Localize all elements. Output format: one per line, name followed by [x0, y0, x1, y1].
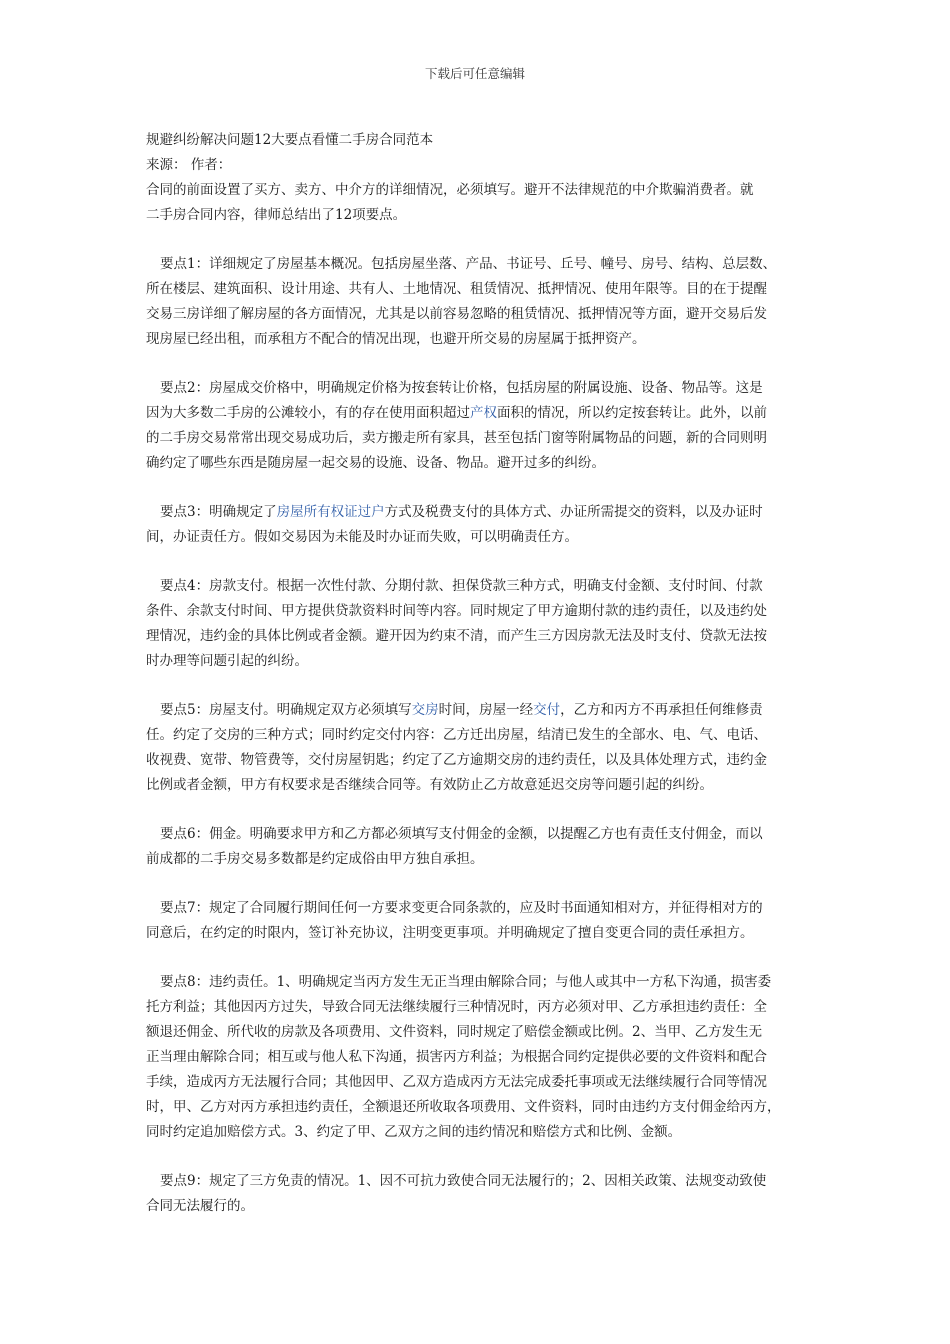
paragraph-line: [146, 1120, 814, 1145]
paragraph-line: [146, 426, 814, 451]
text-segment: 额退还佣金、所代收的房款及各项费用、文件资料，同时规定了赔偿金额或比例。2、当甲、乙方发生无: [146, 1024, 763, 1040]
text-segment: 同意后，在约定的时限内，签订补充协议，注明变更事项。并明确规定了擅自变更合同的责任承担方。: [146, 925, 754, 941]
key-point-paragraph: [146, 500, 814, 550]
text-segment: 理情况，违约金的具体比例或者金额。避开因为约束不清，而产生三方因房款无法及时支付、贷款无法按: [146, 628, 767, 644]
text-segment: 间，办证责任方。假如交易因为未能及时办证而失败，可以明确责任方。: [146, 529, 578, 545]
inline-link[interactable]: 交付: [533, 702, 561, 718]
text-segment: 时间，房屋一经: [438, 702, 534, 718]
inline-link[interactable]: 交房: [411, 702, 439, 718]
text-segment: 任。约定了交房的三种方式；同时约定交付内容：乙方迁出房屋，结清已发生的全部水、电、气、电话、: [146, 727, 767, 743]
paragraph-line: [146, 1169, 814, 1194]
intro-paragraph: [146, 178, 814, 228]
paragraph-line: [146, 525, 814, 550]
text-segment: 现房屋已经出租，而承租方不配合的情况出现，也避开所交易的房屋属于抵押资产。: [146, 331, 646, 347]
paragraph-line: [146, 995, 814, 1020]
text-segment: 前成都的二手房交易多数都是约定成俗由甲方独自承担。: [146, 851, 484, 867]
text-segment: 要点5：房屋支付。明确规定双方必须填写: [160, 702, 412, 718]
paragraph-line: [146, 921, 814, 946]
text-segment: 时，甲、乙方对丙方承担违约责任，全额退还所收取各项费用、文件资料，同时由违约方支付佣金给丙方，: [146, 1099, 781, 1115]
text-segment: 要点9：规定了三方免责的情况。1、因不可抗力致使合同无法履行的；2、因相关政策、法规变动致使: [160, 1173, 767, 1189]
text-segment: 条件、余款支付时间、甲方提供贷款资料时间等内容。同时规定了甲方逾期付款的违约责任，以及违约处: [146, 603, 767, 619]
paragraph-line: [146, 1194, 814, 1219]
key-point-paragraph: [146, 376, 814, 476]
text-segment: 比例或者金额，甲方有权要求是否继续合同等。有效防止乙方故意延迟交房等问题引起的纠纷。: [146, 777, 713, 793]
text-segment: 面积的情况，所以约定按套转让。此外，以前: [497, 405, 767, 421]
text-segment: 确约定了哪些东西是随房屋一起交易的设施、设备、物品。避开过多的纠纷。: [146, 455, 605, 471]
paragraph-line: [146, 970, 814, 995]
paragraph-line: [146, 1045, 814, 1070]
text-segment: 手续，造成丙方无法履行合同；其他因甲、乙双方造成丙方无法完成委托事项或无法继续履行合同等情况: [146, 1074, 767, 1090]
key-point-paragraph: [146, 574, 814, 674]
intro-line: 合同的前面设置了买方、卖方、中介方的详细情况，必须填写。避开不法律规范的中介欺骗消费者。就: [146, 182, 754, 198]
text-segment: 要点2：房屋成交价格中，明确规定价格为按套转让价格，包括房屋的附属设施、设备、物品等。这是: [160, 380, 763, 396]
document-body: [146, 128, 814, 1243]
paragraph-line: [146, 1070, 814, 1095]
text-segment: 要点7：规定了合同履行期间任何一方要求变更合同条款的，应及时书面通知相对方，并征得相对方的: [160, 900, 763, 916]
paragraph-line: [146, 376, 814, 401]
inline-link[interactable]: 产权: [470, 405, 497, 421]
text-segment: 要点8：违约责任。1、明确规定当丙方发生无正当理由解除合同；与他人或其中一方私下沟通，损害委: [160, 974, 772, 990]
inline-link[interactable]: 过户: [357, 504, 385, 520]
text-segment: 所在楼层、建筑面积、设计用途、共有人、土地情况、租赁情况、抵押情况、使用年限等。目的在于提醒: [146, 281, 767, 297]
paragraph-line: [146, 773, 814, 798]
text-segment: 同时约定追加赔偿方式。3、约定了甲、乙双方之间的违约情况和赔偿方式和比例、金额。: [146, 1124, 682, 1140]
key-point-paragraph: [146, 970, 814, 1145]
paragraph-line: [146, 1095, 814, 1120]
paragraph-line: [146, 252, 814, 277]
text-segment: 因为大多数二手房的公滩较小，有的存在使用面积超过: [146, 405, 470, 421]
text-segment: 交易三房详细了解房屋的各方面情况，尤其是以前容易忽略的租赁情况、抵押情况等方面，避开交易后发: [146, 306, 767, 322]
text-segment: ，乙方和丙方不再承担任何维修责: [560, 702, 763, 718]
inline-link[interactable]: 房屋所有权证: [276, 504, 358, 520]
key-point-paragraph: [146, 822, 814, 872]
paragraph-line: [146, 748, 814, 773]
key-point-paragraph: [146, 1169, 814, 1219]
paragraph-line: [146, 327, 814, 352]
paragraph-line: [146, 277, 814, 302]
paragraph-line: [146, 624, 814, 649]
text-segment: 要点3：明确规定了: [160, 504, 277, 520]
source-line: 来源： 作者：: [146, 157, 232, 173]
points-list: [146, 252, 814, 1219]
intro-line: 二手房合同内容，律师总结出了12项要点。: [146, 207, 407, 223]
text-segment: 的二手房交易常常出现交易成功后，卖方搬走所有家具，甚至包括门窗等附属物品的问题，新的合同则明: [146, 430, 767, 446]
text-segment: 方式及税费支付的具体方式、办证所需提交的资料，以及办证时: [384, 504, 763, 520]
text-segment: 正当理由解除合同；相互或与他人私下沟通，损害丙方利益；为根据合同约定提供必要的文件资料和配合: [146, 1049, 767, 1065]
paragraph-line: [146, 599, 814, 624]
paragraph-line: [146, 302, 814, 327]
paragraph-line: [146, 401, 814, 426]
text-segment: 托方利益；其他因丙方过失，导致合同无法继续履行三种情况时，丙方必须对甲、乙方承担违约责任：全: [146, 999, 767, 1015]
paragraph-line: [146, 896, 814, 921]
paragraph-line: [146, 822, 814, 847]
paragraph-line: [146, 723, 814, 748]
paragraph-line: [146, 574, 814, 599]
paragraph-line: [146, 698, 814, 723]
text-segment: 要点4：房款支付。根据一次性付款、分期付款、担保贷款三种方式，明确支付金额、支付时间、付款: [160, 578, 763, 594]
key-point-paragraph: [146, 252, 814, 352]
document-title: 规避纠纷解决问题12大要点看懂二手房合同范本: [146, 132, 434, 148]
text-segment: 收视费、宽带、物管费等，交付房屋钥匙；约定了乙方逾期交房的违约责任，以及具体处理方式，违约金: [146, 752, 767, 768]
paragraph-line: [146, 649, 814, 674]
text-segment: 要点1：详细规定了房屋基本概况。包括房屋坐落、产品、书证号、丘号、幢号、房号、结构、总层数、: [160, 256, 777, 272]
text-segment: 要点6：佣金。明确要求甲方和乙方都必须填写支付佣金的金额，以提醒乙方也有责任支付佣金，而以: [160, 826, 763, 842]
key-point-paragraph: [146, 698, 814, 798]
paragraph-line: [146, 500, 814, 525]
key-point-paragraph: [146, 896, 814, 946]
page-header: 下载后可任意编辑: [424, 66, 525, 81]
text-segment: 时办理等问题引起的纠纷。: [146, 653, 308, 669]
paragraph-line: [146, 847, 814, 872]
paragraph-line: [146, 451, 814, 476]
text-segment: 合同无法履行的。: [146, 1198, 254, 1214]
paragraph-line: [146, 1020, 814, 1045]
